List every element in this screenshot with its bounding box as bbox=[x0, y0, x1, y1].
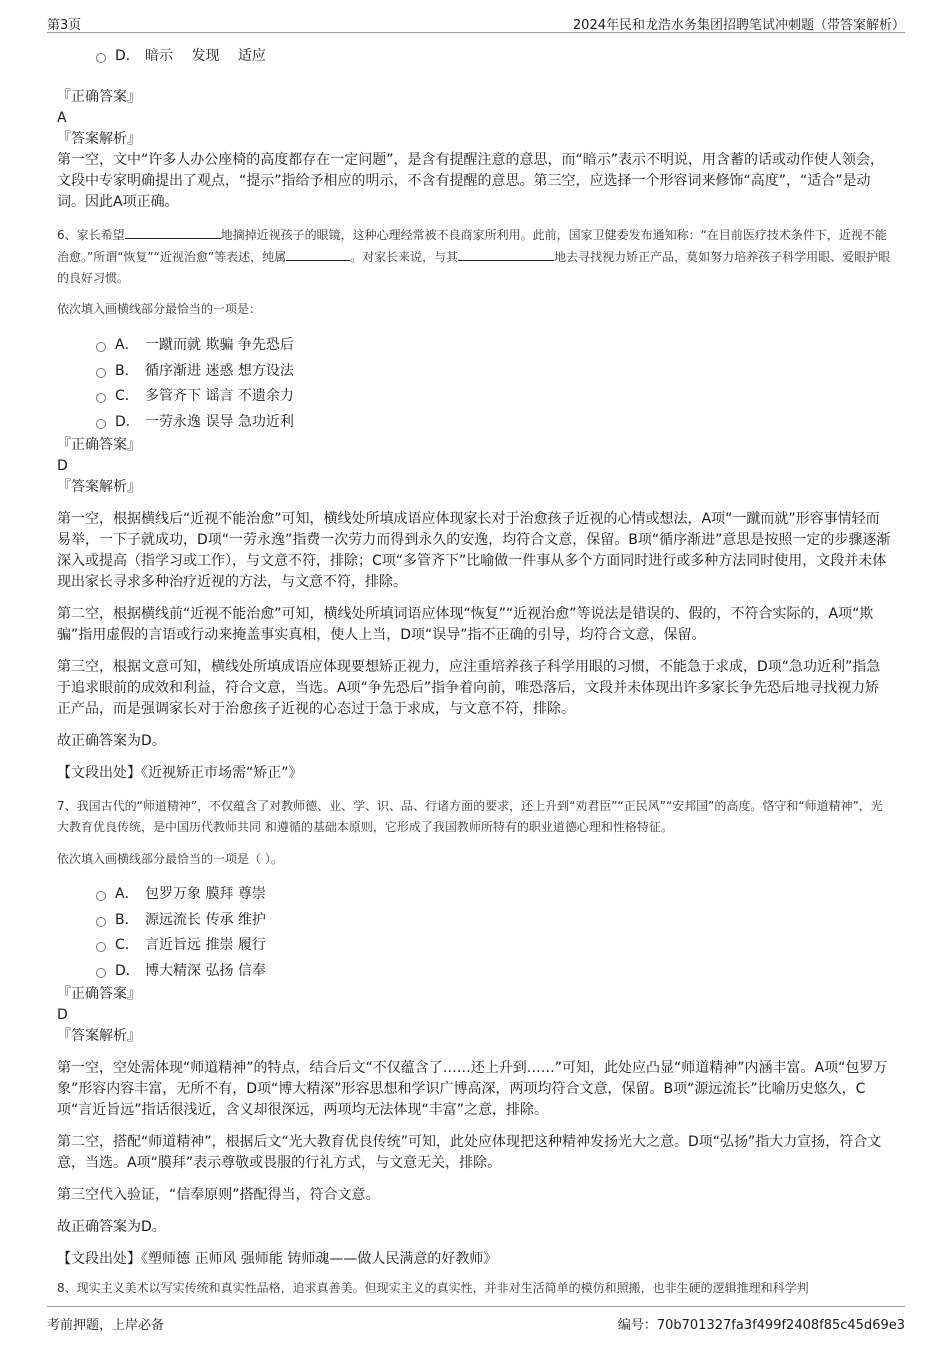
q6-analysis-3: 第三空，根据文意可知，横线处所填成语应体现要想矫正视力，应注重培养孩子科学用眼的习惯，不能急于求成，D项“急功近利”指急于追求眼前的成效和利益，符合文意，当选。A项“争先恐后”指争着向前，唯恐落后，文段并未体现出许多家长争先恐后地寻找视力矫正产品，而是强调家长对于治愈孩子近视的心态过于急于求成，与文意不符，排除。 bbox=[57, 659, 881, 717]
radio-icon[interactable] bbox=[96, 53, 106, 63]
footer-slogan: 考前押题，上岸必备 bbox=[47, 1318, 165, 1333]
blank-2[interactable] bbox=[286, 246, 350, 261]
q5-analysis-label: 『答案解析』 bbox=[57, 131, 141, 147]
q5-option-d[interactable]: D． 暗示 发现 适应 bbox=[57, 44, 893, 70]
q6-answer-label: 『正确答案』 bbox=[57, 437, 141, 453]
q6-option-c[interactable]: C． 多管齐下 谣言 不遗余力 bbox=[57, 384, 893, 410]
q7-option-d[interactable]: D． 博大精深 弘扬 信奉 bbox=[57, 959, 893, 985]
q7-answer-label: 『正确答案』 bbox=[57, 986, 141, 1002]
blank-3[interactable] bbox=[458, 246, 554, 261]
radio-icon[interactable] bbox=[96, 891, 106, 901]
q7-source: 【文段出处】《塑师德 正师风 强师能 铸师魂——做人民满意的好教师》 bbox=[57, 1251, 498, 1267]
q6-analysis-label: 『答案解析』 bbox=[57, 479, 141, 495]
q7-option-b[interactable]: B． 源远流长 传承 维护 bbox=[57, 908, 893, 934]
q6-stem: 6、家长希望 地摘掉近视孩子的眼镜，这种心理经常被不良商家所利用。此前，国家卫健委发布通知称：“在目前医疗技术条件下，近视不能治愈。”所谓“恢复”“近视治愈”等表述，纯属 。对家长来说，与其 地去寻找视力矫正产品，莫如努力培养孩子科学用眼、爱眼护眼的良好习惯。 bbox=[57, 224, 893, 289]
q7-option-a[interactable]: A． 包罗万象 膜拜 尊崇 bbox=[57, 882, 893, 908]
q5-analysis: 第一空，文中“许多人办公座椅的高度都存在一定问题”，是含有提醒注意的意思，而“暗示”表示不明说，用含蓄的话或动作使人领会，文段中专家明确提出了观点，“提示”指给予相应的明示，不含有提醒的意思。第三空，应选择一个形容词来修饰“高度”，“适合”是动词。因此A项正确。 bbox=[57, 152, 885, 210]
document-body bbox=[57, 44, 893, 1299]
q7-stem: 7、我国古代的“师道精神”，不仅蕴含了对教师德、业、学、识、品、行诸方面的要求，还上升到“劝君臣”“正民风”“安邦国”的高度。恪守和“师道精神”，光大教育优良传统，是中国历代教师共同 和遵循的基础本原则，它形成了我国教师所特有的职业道德心理和性格特征。 bbox=[57, 799, 883, 834]
document-title: 2024年民和龙浩水务集团招聘笔试冲刺题（带答案解析） bbox=[572, 18, 905, 33]
q6-source: 【文段出处】《近视矫正市场需“矫正”》 bbox=[57, 765, 303, 781]
q7-analysis-label: 『答案解析』 bbox=[57, 1028, 141, 1044]
radio-icon[interactable] bbox=[96, 419, 106, 429]
radio-icon[interactable] bbox=[96, 393, 106, 403]
page-footer bbox=[47, 1306, 905, 1337]
q6-option-d[interactable]: D． 一劳永逸 误导 急功近利 bbox=[57, 410, 893, 436]
q7-analysis-1: 第一空，空处需体现“师道精神”的特点，结合后文“不仅蕴含了……还上升到……”可知，此处应凸显“师道精神”内涵丰富。A项“包罗万象”形容内容丰富，无所不有，D项“博大精深”形容思想和学识广博高深，两项均符合文意，保留。B项“源远流长”比喻历史悠久，C项“言近旨远”指话很浅近，含义却很深远，两项均无法体现“丰富”之意，排除。 bbox=[57, 1060, 888, 1118]
q7-analysis-3: 第三空代入验证，“信奉原则”搭配得当，符合文意。 bbox=[57, 1187, 380, 1203]
q7-option-c[interactable]: C． 言近旨远 推崇 履行 bbox=[57, 933, 893, 959]
q8-stem: 8、现实主义美术以写实传统和真实性品格，追求真善美。但现实主义的真实性，并非对生活简单的模仿和照搬，也非生硬的逻辑推理和科学判 bbox=[57, 1281, 809, 1295]
page-header bbox=[47, 10, 905, 33]
q5-answer: A bbox=[57, 110, 67, 126]
q7-analysis-2: 第二空，搭配“师道精神”，根据后文“光大教育优良传统”可知，此处应体现把这种精神发扬光大之意。D项“弘扬”指大力宣扬，符合文意，当选。A项“膜拜”表示尊敬或畏服的行礼方式，与文意无关，排除。 bbox=[57, 1134, 882, 1171]
document-id: 编号：70b701327fa3f499f2408f85c45d69e3 bbox=[617, 1318, 905, 1333]
q6-option-b[interactable]: B． 循序渐进 迷惑 想方设法 bbox=[57, 359, 893, 385]
radio-icon[interactable] bbox=[96, 917, 106, 927]
q6-conclusion: 故正确答案为D。 bbox=[57, 733, 166, 749]
radio-icon[interactable] bbox=[96, 368, 106, 378]
q7-answer: D bbox=[57, 1007, 68, 1023]
page-number: 第3页 bbox=[47, 18, 82, 33]
q7-instruction: 依次填入画横线部分最恰当的一项是（ ）。 bbox=[57, 852, 283, 866]
radio-icon[interactable] bbox=[96, 942, 106, 952]
q6-analysis-1: 第一空，根据横线后“近视不能治愈”可知，横线处所填成语应体现家长对于治愈孩子近视的心情或想法，A项“一蹴而就”形容事情轻而易举，一下子就成功，D项“一劳永逸”指费一次劳力而得到永久的安逸，均符合文意，保留。B项“循序渐进”意思是按照一定的步骤逐渐深入或提高（指学习或工作），与文意不符，排除；C项“多管齐下”比喻做一件事从多个方面同时进行或多种方法同时使用，文段并未体现出家长寻求多种治疗近视的方法，与文意不符，排除。 bbox=[57, 511, 891, 590]
radio-icon[interactable] bbox=[96, 342, 106, 352]
q7-conclusion: 故正确答案为D。 bbox=[57, 1219, 166, 1235]
radio-icon[interactable] bbox=[96, 968, 106, 978]
blank-1[interactable] bbox=[125, 224, 221, 239]
q5-answer-label: 『正确答案』 bbox=[57, 89, 141, 105]
q6-instruction: 依次填入画横线部分最恰当的一项是： bbox=[57, 302, 262, 316]
q6-option-a[interactable]: A． 一蹴而就 欺骗 争先恐后 bbox=[57, 333, 893, 359]
q6-analysis-2: 第二空，根据横线前“近视不能治愈”可知，横线处所填词语应体现“恢复”“近视治愈”等说法是错误的、假的，不符合实际的，A项“欺骗”指用虚假的言语或行动来掩盖事实真相，使人上当，D项“误导”指不正确的引导，均符合文意，保留。 bbox=[57, 606, 874, 643]
q6-answer: D bbox=[57, 458, 68, 474]
